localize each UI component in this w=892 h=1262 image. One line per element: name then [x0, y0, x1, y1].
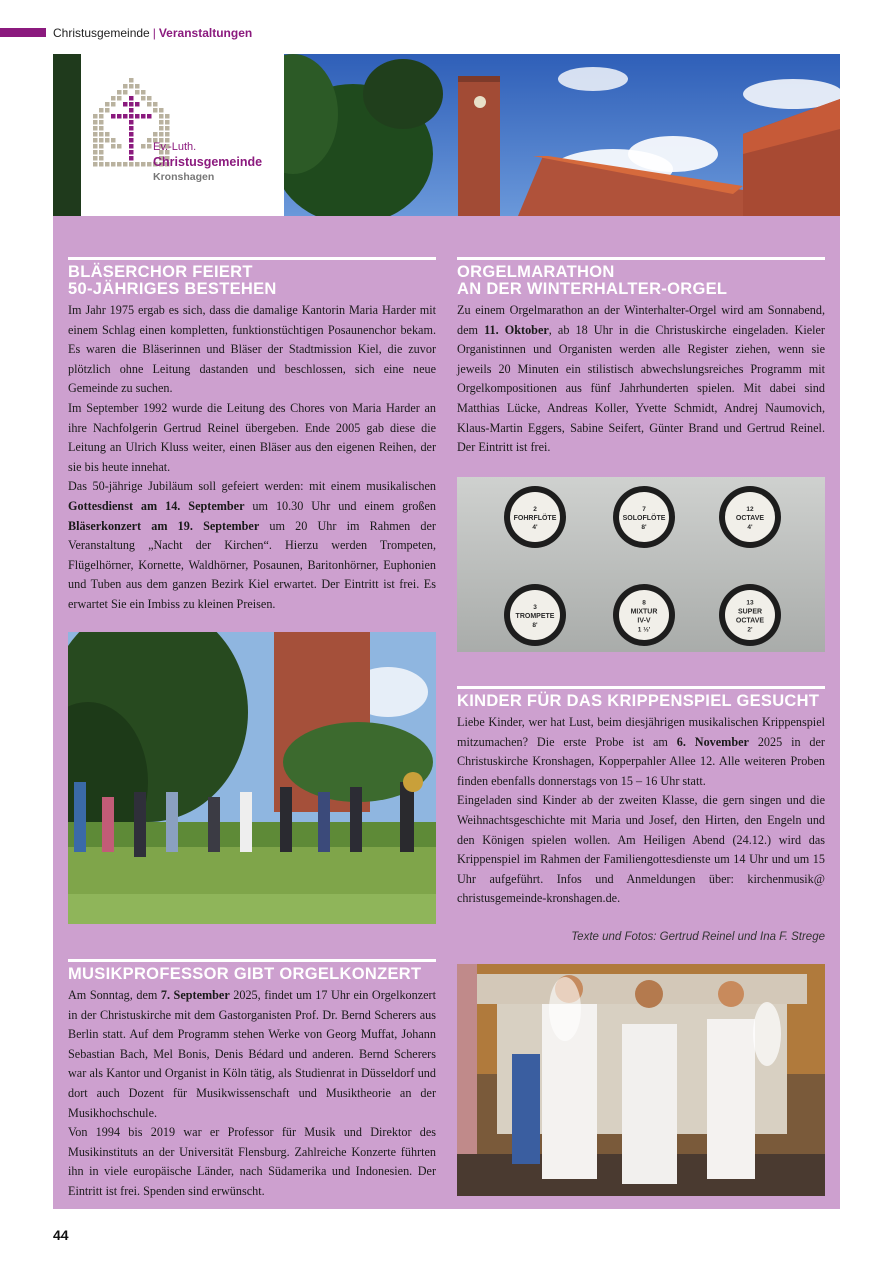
organ-stop-knob [613, 584, 675, 646]
logo-pixel [105, 102, 110, 107]
logo-pixel [135, 102, 140, 107]
running-header [53, 26, 252, 40]
organ-stop-label: OCTAVE [735, 515, 765, 522]
text: Zu einem Orgelmarathon an der Winterhalter-Orgel wird am Sonnabend, dem [457, 303, 825, 337]
logo-pixel [159, 108, 164, 113]
text: , ab 18 Uhr in die Christuskirche eingeladen. Kieler Organistinnen und Organisten werden alle Register ziehen, wenn sie jeweils 20 Minuten ein stilistisch abwechslungsreiches Programm mit Orgelkompositionen aus fünf Jahrhunderten spielen. Mit dabei sind Matthias Lücke, Andreas Koller, Yvette Schmidt, Andrej Naumovich, Klaus-Martin Eggers, Sabine Seifert, Günter Brand und Gertrud Reinel. Der Eintritt ist frei. [457, 322, 825, 455]
paragraph [457, 301, 825, 458]
header-separator: | [152, 26, 156, 40]
logo-pixel [111, 114, 116, 119]
organ-stop-label: 8' [532, 622, 538, 629]
logo-pixel [141, 144, 146, 149]
logo-pixel [135, 162, 140, 167]
logo-pixel [99, 144, 104, 149]
title-line-2: 50-JÄHRIGES BESTEHEN [68, 280, 277, 298]
logo-pixel [129, 132, 134, 137]
logo-pixel [117, 162, 122, 167]
paragraph: Von 1994 bis 2019 war er Professor für Musik und Direktor des Musikinstituts an der Universität Flensburg. Zahlreiche Konzerte führten ihn in viele europäische Länder, nach Südamerika und Indonesien. Der Eintritt ist frei. Spenden sind erwünscht. [68, 1125, 436, 1198]
article-title: MUSIKPROFESSOR GIBT ORGELKONZERT [68, 965, 422, 983]
logo-pixel [129, 114, 134, 119]
logo-pixel [99, 108, 104, 113]
logo-pixel [165, 120, 170, 125]
article-rule [457, 686, 825, 689]
organ-stop-knob [504, 486, 566, 548]
logo-pixel [147, 162, 152, 167]
logo-pixel [99, 132, 104, 137]
article-title [457, 264, 825, 298]
organ-stop-label: 8' [641, 524, 647, 531]
logo-pixel [99, 156, 104, 161]
logo-pixel [153, 102, 158, 107]
logo-pixel [117, 144, 122, 149]
logo-pixel [129, 144, 134, 149]
organ-stop-knob [613, 486, 675, 548]
logo-pixel [99, 162, 104, 167]
organ-stop-label: 12 [746, 506, 754, 513]
event-date: 6. November [676, 734, 749, 749]
logo-pixel [147, 144, 152, 149]
logo-pixel [141, 162, 146, 167]
logo-line-1: Ev.-Luth. [153, 141, 197, 153]
logo-pixel [129, 126, 134, 131]
logo-pixel [147, 114, 152, 119]
paragraph [457, 713, 825, 791]
photo-credit: Texte und Fotos: Gertrud Reinel und Ina F. Strege [571, 931, 825, 943]
logo-pixel [153, 108, 158, 113]
logo-pixel [129, 138, 134, 143]
organ-stop-label: 7 [642, 506, 646, 513]
logo-pixel [111, 102, 116, 107]
brass-band-photo [68, 632, 436, 924]
logo-pixel [111, 96, 116, 101]
logo-pixel [129, 120, 134, 125]
organ-stop-label: 13 [746, 599, 754, 607]
page-number: 44 [53, 1227, 69, 1243]
organ-stop-label: 2 [533, 506, 537, 513]
article-title: KINDER FÜR DAS KRIPPENSPIEL GESUCHT [457, 692, 820, 710]
organ-stop-label: OCTAVE [735, 617, 765, 625]
logo-pixel [93, 126, 98, 131]
logo-pixel [117, 114, 122, 119]
parish-logo [81, 54, 284, 216]
logo-pixel [135, 90, 140, 95]
logo-pixel [129, 108, 134, 113]
text: Liebe Kinder, wer hat Lust, beim diesjährigen musikalischen Krippenspiel mitzumachen? Die erste Probe ist am [457, 715, 825, 749]
text: 2025 in der Christuskirche Kronshagen, Kopperpahler Allee 12. Alle weiteren Proben finden ebenfalls donnerstags von 15 – 16 Uhr statt. [457, 734, 825, 788]
event-date: 7. September [160, 988, 230, 1002]
logo-pixel [105, 132, 110, 137]
organ-stop-knob [719, 486, 781, 548]
logo-pixel [129, 96, 134, 101]
article-rule [68, 257, 436, 260]
paragraph: Im Jahr 1975 ergab es sich, dass die damalige Kantorin Maria Harder mit einem Schlag einen kompletten, funktionstüchtigen Posaunenchor bekam. Es waren die Bläserinnen und Bläser der Stadtmission Kiel, die zuvor plötzlich ohne Leitung dastanden und beschlossen, sich eine neue Gemeinde zu suchen. [68, 303, 436, 396]
text: 2025, findet um 17 Uhr ein Orgelkonzert in der Christuskirche mit dem Gastorganisten Prof. Dr. Bernd Scherers aus Berlin statt. Auf dem Programm stehen Werke von Georg Muffat, Johann Sebastian Bach, Mel Bonis, Denis Bédard und anderen. Bernd Scherers war als Kantor und Organist in Köln tätig, als Studienrat in Düsseldorf und dort auch Dozent für Musikwissenschaft und Musiktheorie an der Musikhochschule. [68, 988, 436, 1120]
article-rule [457, 257, 825, 260]
organ-stop-knob [504, 584, 566, 646]
logo-pixel [135, 84, 140, 89]
nativity-image [457, 964, 825, 1196]
organ-stop-label: IV-V [637, 617, 651, 625]
text: um 10.30 Uhr und einem großen [244, 498, 436, 513]
paragraph: Eingeladen sind Kinder ab der zweiten Klasse, die gern singen und die Weihnachtsgeschichte mit Maria und Josef, den Hirten, den Engeln und den Königen spielen wollen. Am Heiligen Abend (24.12.) wird das Krippenspiel im Rahmen der Familiengottesdienste um 14 Uhr und um 15 Uhr aufgeführt. Infos und Anmeldungen über: kirchenmusik@ christusgemeinde-kronshagen.de. [457, 793, 825, 906]
logo-line-3: Kronshagen [153, 171, 215, 183]
organ-stop-label: 1 ⅓' [637, 626, 651, 634]
logo-pixel [93, 138, 98, 143]
logo-pixel [99, 138, 104, 143]
logo-pixel [141, 96, 146, 101]
header-category: Veranstaltungen [158, 26, 253, 40]
logo-pixel [123, 114, 128, 119]
organ-stop-label: TROMPETE [515, 613, 555, 620]
logo-pixel [105, 162, 110, 167]
logo-pixel [159, 126, 164, 131]
logo-pixel [111, 144, 116, 149]
organ-stops-photo [457, 477, 825, 652]
event-date: 11. Oktober [484, 322, 549, 337]
article-orgelmarathon [457, 257, 825, 458]
organ-stop-knobs [457, 477, 825, 652]
article-title [68, 264, 436, 298]
logo-pixel [93, 150, 98, 155]
text: Das 50-jährige Jubiläum soll gefeiert werden: mit einem musikalischen [68, 479, 436, 494]
logo-pixel [93, 120, 98, 125]
paragraph [68, 477, 436, 614]
organ-stop-label: SUPER [737, 608, 763, 616]
logo-pixel [147, 96, 152, 101]
text: um 20 Uhr im Rahmen der Veranstaltung „Nacht der Kirchen“. Hierzu werden Trompeten, Flügelhörner, Kornette, Waldhörner, Posaunen, Baritonhörner, Euphonien und Tuben aus dem ganzen Bezirk Kiel erwartet. Der Eintritt ist frei. Es erwartet Sie ein Imbiss zu kleinen Preisen. [68, 518, 436, 611]
article-blaeserchor [68, 257, 436, 615]
logo-pixel [93, 132, 98, 137]
event-date: Bläserkonzert am 19. September [68, 518, 260, 533]
organ-stop-label: 4' [532, 524, 538, 531]
nativity-play-photo [457, 964, 825, 1196]
paragraph [68, 986, 436, 1123]
article-body [68, 301, 436, 615]
logo-pixel [141, 90, 146, 95]
logo-pixel [129, 150, 134, 155]
logo-pixel [117, 90, 122, 95]
logo-pixel [99, 114, 104, 119]
logo-pixel [159, 120, 164, 125]
logo-pixel [129, 102, 134, 107]
logo-pixel [129, 162, 134, 167]
logo-pixel [123, 162, 128, 167]
logo-pixel [111, 162, 116, 167]
logo-pixel [93, 156, 98, 161]
article-body [68, 986, 436, 1202]
logo-pixel [135, 114, 140, 119]
logo-pixel [123, 84, 128, 89]
logo-pixel [129, 78, 134, 83]
logo-pixel [93, 114, 98, 119]
text: Am Sonntag, dem [68, 988, 161, 1002]
logo-text [153, 140, 262, 185]
header-accent-bar [0, 28, 46, 37]
organ-stop-label: 2' [747, 626, 753, 634]
organ-stop-label: FOHRFLÖTE [513, 515, 557, 522]
paragraph: Im September 1992 wurde die Leitung des Chores von Maria Harder an ihre Nachfolgerin Gertrud Reinel übergeben. Ende 2005 gab diese die Leitung an Ulrich Kluss weiter, einen Bläser aus den eigenen Reihen, der sie bis heute innehat. [68, 400, 436, 474]
logo-pixel [147, 102, 152, 107]
event-date: Gottesdienst am 14. September [68, 498, 245, 513]
logo-pixel [159, 114, 164, 119]
organ-stop-label: 8 [642, 599, 646, 607]
article-body [457, 301, 825, 458]
logo-pixel [111, 138, 116, 143]
organ-stop-label: 3 [533, 604, 537, 611]
organ-stop-label: SOLOFLÖTE [622, 515, 666, 522]
logo-pixel [123, 102, 128, 107]
header-section: Christusgemeinde [53, 26, 150, 40]
article-rule [68, 959, 436, 962]
logo-pixel [105, 108, 110, 113]
logo-pixel [99, 150, 104, 155]
logo-pixel [147, 138, 152, 143]
title-line-2: AN DER WINTERHALTER-ORGEL [457, 280, 728, 298]
organ-stop-knob [719, 584, 781, 646]
logo-pixel [99, 120, 104, 125]
logo-pixel [165, 114, 170, 119]
article-krippenspiel [457, 686, 825, 909]
logo-pixel [153, 132, 158, 137]
logo-pixel [117, 96, 122, 101]
logo-pixel [129, 156, 134, 161]
logo-pixel [93, 144, 98, 149]
logo-pixel [165, 132, 170, 137]
logo-pixel [141, 114, 146, 119]
organ-stop-label: 4' [747, 524, 753, 531]
logo-pixel [159, 132, 164, 137]
organ-stop-label: MIXTUR [630, 608, 658, 616]
article-orgelkonzert [68, 959, 436, 1202]
church-banner-photo [53, 54, 840, 216]
logo-pixel [105, 138, 110, 143]
logo-pixel [129, 84, 134, 89]
article-body [457, 713, 825, 909]
logo-pixel [93, 162, 98, 167]
logo-pixel [165, 126, 170, 131]
brass-band-image [68, 632, 436, 924]
logo-line-2: Christusgemeinde [153, 155, 263, 169]
title-line-1: BLÄSERCHOR FEIERT [68, 263, 253, 281]
logo-pixel [123, 90, 128, 95]
title-line-1: ORGELMARATHON [457, 263, 615, 281]
logo-pixel [99, 126, 104, 131]
